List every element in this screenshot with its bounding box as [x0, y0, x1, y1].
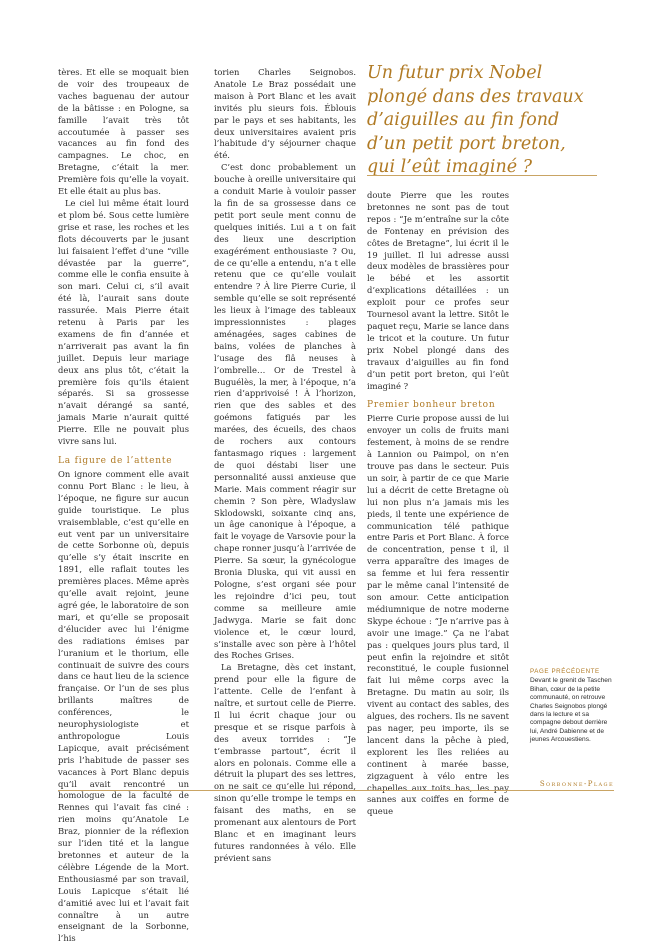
paragraph: tères. Et elle se moquait bien de voir des troupeaux de vaches baguenau der autour de la bâtisse : en Pologne, sa famille l’avait très tôt accoutumée à passer ses vacances au fin fond des campagnes. Le choc, en Bretagne, c’était la mer. Première fois qu’elle la voyait. Et elle était au plus bas.: [58, 67, 189, 197]
paragraph: La Bretagne, dès cet instant, prend pour elle la figure de l’attente. Celle de l’enfant à naître, et surtout celle de Pierre. Il lui écrit chaque jour ou presque et se risque parfois à des aveux torrides : “Je t’embrasse partout”, écrit il alors en polonais. Comme elle a détruit la plupart des ses lettres, on ne sait ce qu’elle lui répond, sinon qu’elle trompe le temps en faisant des maths, en se promenant aux alentours de Port Blanc et en imaginant leurs futures randonnées à vélo. Elle prévient sans: [214, 662, 356, 863]
footer-rule: [58, 790, 614, 791]
pull-quote-divider: [367, 175, 597, 176]
article-column-3: [367, 190, 509, 818]
caption-text: Devant le grenit de Taschen Bihan, cœur de la petite communauté, on retrouve Charles Seignobos plongé dans la lecture et sa compagne debout derrière lui, André Dabienne et de jeunes Arcouestiens.: [530, 677, 612, 744]
paragraph: Pierre Curie propose aussi de lui envoyer un colis de fruits mani festement, à moins de se rendre à Lannion ou Paimpol, on n’en trouve pas dans le secteur. Puis un soir, à partir de ce que Marie lui a décrit de cette Bretagne où lui non plus n’a jamais mis les pieds, il tente une expérience de communication télé pathique entre Paris et Port Blanc. À force de concentration, pense t il, il verra apparaître des images de sa femme et lui fera ressentir par le même canal l’intensité de son amour. Cette anticipation médiumnique de notre moderne Skype échoue : “Je n’arrive pas à avoir une image.” Ça ne l’abat pas : quelques jours plus tard, il peut enfin la rejoindre et sitôt reconstitué, le couple fusionnel fait lui même corps avec la Bretagne. Du matin au soir, ils vivent au contact des sables, des algues, des rochers. Ils ne savent pas nager, peu importe, ils se lancent dans la pêche à pied, explorent les îles reliées au continent à marée basse, zigzaguent à vélo entre les chapelles aux toits bas, les pay sannes aux coiffes en forme de queue: [367, 413, 509, 817]
section-heading: Premier bonheur breton: [367, 400, 496, 411]
article-column-2: [214, 67, 356, 865]
paragraph: doute Pierre que les routes bretonnes ne sont pas de tout repos : “Je m’entraîne sur la côte de Fontenay en prévision des côtes de Bretagne”, lui écrit il le 19 juillet. Il lui adresse aussi deux modèles de brassières pour le bébé et les assortit d’explications détaillées : un exploit pour ce profes seur Tournesol avant la lettre. Sitôt le paquet reçu, Marie se lance dans le tricot et la couture. Un futur prix Nobel plongé dans des travaux d’aiguilles au fin fond d’un petit port breton, qui l’eût imaginé ?: [367, 190, 509, 391]
pull-quote: Un futur prix Nobel plongé dans des travaux d’aiguilles au fin fond d’un petit port breton, qui l’eût imaginé ?: [367, 63, 584, 177]
section-heading: La figure de l’attente: [58, 456, 173, 466]
paragraph: Le ciel lui même était lourd et plom bé. Sous cette lumière grise et rase, les roches et les flots découverts par le jusant lui faisaient l’effet d’une “ville dévastée par la guerre”, comme elle le confia ensuite à son mari. Celui ci, s’il avait été là, l’aurait sans doute rassurée. Mais Pierre était retenu à Paris par les examens de fin d’année et n’arriverait pas avant la fin juillet. Depuis leur mariage deux ans plus tôt, c’était la première fois qu’ils étaient séparés. Si sa grossesse n’avait dérangé sa santé, jamais Marie n’aurait quitté Pierre. Elle ne pouvait plus vivre sans lui.: [58, 197, 189, 447]
paragraph: C’est donc probablement un bouche à oreille universitaire qui a conduit Marie à vouloir passer la fin de sa grossesse dans ce petit port seule ment connu de quelques initiés. Lui a t on fait des lieux une description exagérément enthousiaste ? Ou, de ce qu’elle a entendu, n’a t elle retenu que ce qu’elle voulait entendre ? À lire Pierre Curie, il semble qu’elle se soit représenté les lieux à l’image des tableaux impressionnistes : plages aménagées, sages cabines de bains, volées de planches à l’usage des flâ neuses à l’ombrelle… Or de Trestel à Buguélès, la mer, à l’époque, n’a rien d’apprivoisé ! À l’horizon, rien que des sables et des goémons fatigués par les marées, des écueils, des chaos de rochers aux contours fantasmago riques : largement de quoi déstabi liser une personnalité aussi anxieuse que Marie. Mais comment réagir sur chemin ? Son père, Wladyslaw Sklodowski, soixante cinq ans, un âge canonique à l’époque, a fait le voyage de Varsovie pour la chape ronner jusqu’à l’arrivée de Pierre. Sa sœur, la gynécologue Bronia Dluska, qui vit aussi en Pologne, s’est organi sée pour les rejoindre d’ici peu, tout comme sa meilleure amie Jadwyga. Marie se fait donc violence et, le cœur lourd, s’installe avec son père à l’hôtel des Roches Grises.: [214, 162, 356, 661]
running-footer: Sorbonne-Plage: [534, 780, 614, 788]
paragraph: On ignore comment elle avait connu Port Blanc : le lieu, à l’époque, ne figure sur aucun guide touristique. Le plus vraisemblable, c’est qu’elle en eut vent par un universitaire de cette Sorbonne où, depuis qu’elle s’y était inscrite en 1891, elle raflait toutes les premières places. Même après qu’elle avait rejoint, jeune agré gée, le laboratoire de son mari, et qu’elle se proposait d’élucider avec lui l’énigme des radiations émises par l’uranium et le thorium, elle continuait de suivre des cours dans ce haut lieu de la science française. Or l’un de ses plus brillants maîtres de conférences, le neurophysiologiste et anthropologue Louis Lapicque, avait précisément pris l’habitude de passer ses vacances à Port Blanc depuis qu’il avait rencontré un homologue de la faculté de Rennes qui l’avait fas ciné : rien moins qu’Anatole Le Braz, pionnier de la réflexion sur l’iden tité et la langue bretonnes et auteur de la célèbre Légende de la Mort. Enthousiasmé par son travail, Louis Lapicque s’était lié d’amitié avec lui et l’avait fait connaître à un autre enseignant de la Sorbonne, l’his: [58, 469, 189, 944]
paragraph: torien Charles Seignobos. Anatole Le Braz possédait une maison à Port Blanc et les avait invités plu sieurs fois. Éblouis par le pays et ses habitants, les deux universitaires avaient pris l’habitude d’y séjourner chaque été.: [214, 67, 356, 161]
caption-title: PAGE PRÉCÉDENTE: [530, 668, 600, 675]
photo-caption: [530, 668, 616, 745]
article-column-1: [58, 67, 189, 945]
